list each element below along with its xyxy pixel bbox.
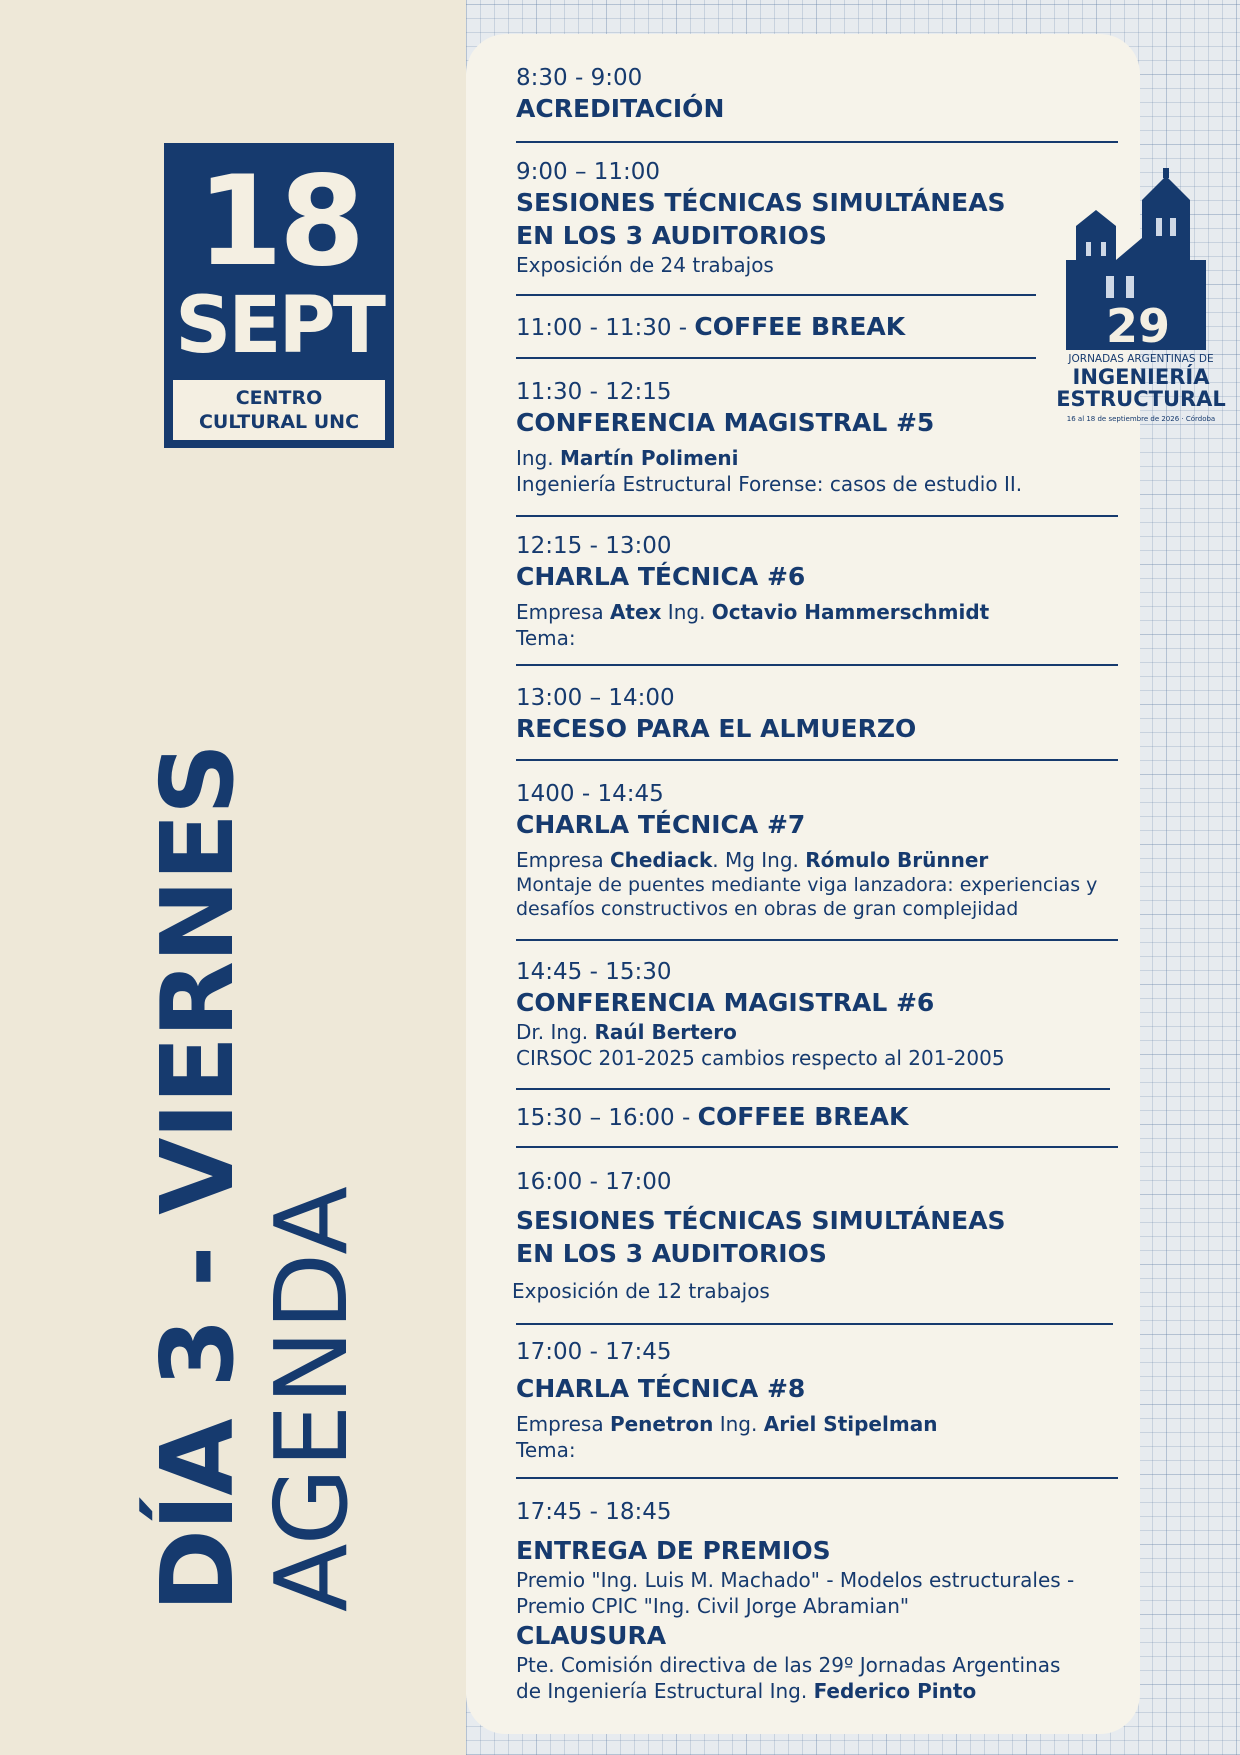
divider [516,759,1118,761]
item-time: 17:45 - 18:45 [516,1499,672,1525]
item-description-line3: Pte. Comisión directiva de las 29º Jornadas Argentinas [516,1653,1061,1677]
divider [516,939,1118,941]
agenda-item-accreditation [516,64,1116,125]
speaker-name: Ariel Stipelman [763,1412,938,1436]
speaker-prefix: Ing. [713,1412,764,1436]
divider [516,1146,1118,1148]
divider [516,515,1118,517]
item-description: Exposición de 24 trabajos [516,253,774,277]
agenda-item-sessions-2 [512,1168,1116,1304]
item-description-line1: Montaje de puentes mediante viga lanzadora: experiencias y [516,874,1098,896]
speaker-prefix: Dr. Ing. [516,1020,595,1044]
item-title: CHARLA TÉCNICA #6 [516,562,806,591]
closing-prefix: de Ingeniería Estructural Ing. [516,1679,814,1703]
day-title: DÍA 3 - VIERNES [139,744,256,1612]
divider [516,357,1036,359]
closing-name: Federico Pinto [813,1679,977,1703]
speaker-prefix: Ing. [661,600,712,624]
company-name: Penetron [609,1412,714,1436]
logo-line4: 16 al 18 de septiembre de 2026 · Córdoba [1066,415,1216,423]
item-time: 17:00 - 17:45 [516,1339,672,1365]
item-description-line2: desafíos constructivos en obras de gran complejidad [516,898,1019,920]
divider [516,1088,1110,1090]
item-speaker [516,1019,1116,1045]
venue-line2: CULTURAL UNC [198,411,360,433]
company-prefix: Empresa [516,600,610,624]
item-title: RECESO PARA EL ALMUERZO [516,714,917,743]
item-speaker [516,1411,1116,1437]
date-day: 18 [196,150,362,294]
agenda-item-sessions-1 [516,158,1116,278]
item-title: CONFERENCIA MAGISTRAL #5 [516,408,935,437]
item-closing-title: CLAUSURA [516,1621,667,1650]
item-title-line2: EN LOS 3 AUDITORIOS [516,1239,827,1268]
divider [516,294,1036,296]
agenda-item-lunch [516,684,1116,745]
agenda-item-conference-6 [516,958,1116,1071]
agenda-title: AGENDA [253,1186,370,1612]
agenda-item-talk-7 [516,780,1116,921]
item-time: 11:30 - 12:15 [516,379,672,405]
item-description: Exposición de 12 trabajos [512,1279,770,1303]
logo-number: 29 [1105,299,1171,353]
speaker-prefix: Ing. [516,446,560,470]
item-title: ACREDITACIÓN [516,94,725,123]
logo-line3: ESTRUCTURAL [1056,387,1226,411]
divider [516,664,1118,666]
speaker-name: Raúl Bertero [594,1020,737,1044]
item-speaker [516,599,1116,625]
item-title: ENTREGA DE PREMIOS [516,1536,831,1565]
logo-line2: INGENIERÍA [1072,365,1210,389]
item-title: CONFERENCIA MAGISTRAL #6 [516,988,935,1017]
speaker-name: Martín Polimeni [559,446,739,470]
divider [516,1323,1113,1325]
agenda-item-awards [516,1498,1116,1704]
logo-line1: JORNADAS ARGENTINAS DE [1068,353,1214,365]
item-time: 12:15 - 13:00 [516,533,672,559]
company-name: Atex [609,600,662,624]
item-description-line2: Premio CPIC "Ing. Civil Jorge Abramian" [516,1594,910,1618]
item-title-line1: SESIONES TÉCNICAS SIMULTÁNEAS [516,1206,1006,1235]
item-description-line1: Premio "Ing. Luis M. Machado" - Modelos estructurales - [516,1568,1075,1592]
agenda-item-coffee-2 [516,1102,1116,1132]
item-description: Ingeniería Estructural Forense: casos de estudio II. [516,472,1023,496]
item-title: COFFEE BREAK [694,312,906,341]
company-prefix: Empresa [516,848,610,872]
item-description: CIRSOC 201-2025 cambios respecto al 201-2005 [516,1046,1005,1070]
item-time: 13:00 – 14:00 [516,685,675,711]
date-month: SEPT [175,281,383,371]
item-time: 9:00 – 11:00 [516,159,661,185]
agenda-item-talk-6 [516,532,1116,651]
item-time: 1400 - 14:45 [516,781,664,807]
item-title: CHARLA TÉCNICA #8 [516,1374,806,1403]
item-title: COFFEE BREAK [697,1102,909,1131]
date-block [164,143,394,448]
item-description: Tema: [516,1438,576,1462]
item-time: 16:00 - 17:00 [516,1169,672,1195]
speaker-prefix: . Mg Ing. [712,848,806,872]
company-name: Chediack [609,848,713,872]
speaker-name: Rómulo Brünner [805,848,989,872]
agenda-item-talk-8 [516,1338,1116,1463]
speaker-name: Octavio Hammerschmidt [711,600,990,624]
item-time: 15:30 – 16:00 - [516,1105,698,1131]
venue-box [171,378,387,442]
company-prefix: Empresa [516,1412,610,1436]
item-title: CHARLA TÉCNICA #7 [516,810,806,839]
venue-line1: CENTRO [235,387,323,409]
item-description: Tema: [516,626,576,650]
item-time: 8:30 - 9:00 [516,65,643,91]
item-title-line1: SESIONES TÉCNICAS SIMULTÁNEAS [516,188,1006,217]
item-description-line4 [516,1678,1116,1704]
divider [516,141,1118,143]
item-title-line2: EN LOS 3 AUDITORIOS [516,221,827,250]
divider [516,1477,1118,1479]
item-time: 14:45 - 15:30 [516,959,672,985]
item-speaker [516,445,1116,471]
item-speaker [516,847,1116,873]
agenda-item-coffee-1 [516,312,1116,342]
agenda-item-conference-5 [516,378,1116,497]
item-time: 11:00 - 11:30 - [516,315,695,341]
